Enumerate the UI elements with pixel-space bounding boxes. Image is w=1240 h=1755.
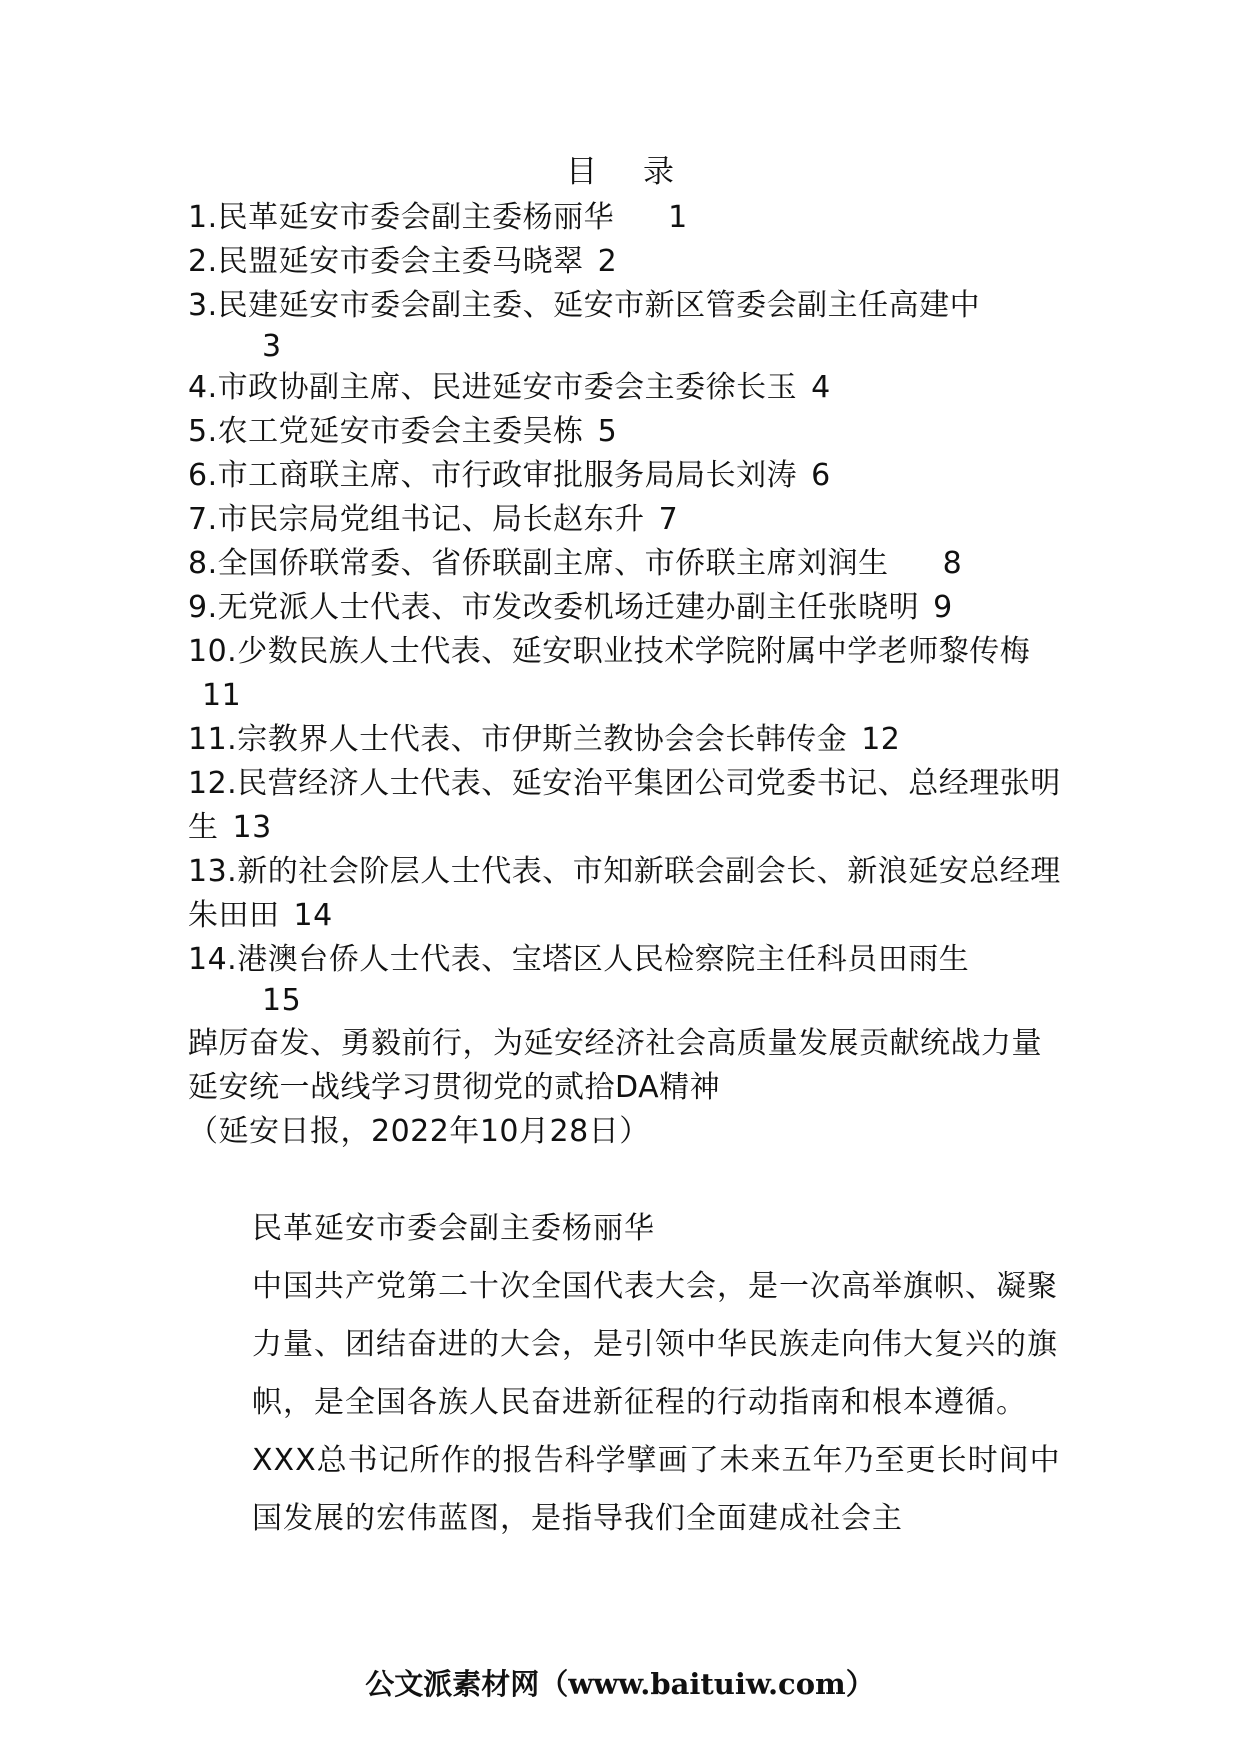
toc-entry[interactable]	[188, 366, 1068, 410]
toc-entry[interactable]	[188, 284, 1068, 366]
toc-entry-page: 9	[933, 590, 953, 625]
toc-entry[interactable]	[188, 938, 1068, 1020]
article-source: （延安日报，2022年10月28日）	[188, 1114, 650, 1149]
toc-entry-text: 7.市民宗局党组书记、局长赵东升	[188, 502, 645, 537]
toc-entry-text: 12.民营经济人士代表、延安治平集团公司党委书记、总经理张明生	[188, 766, 1061, 845]
article-header	[188, 1022, 1068, 1154]
toc-entry-text: 14.港澳台侨人士代表、宝塔区人民检察院主任科员田雨生	[188, 942, 970, 977]
toc-entry-text: 11.宗教界人士代表、市伊斯兰教协会会长韩传金	[188, 722, 848, 757]
toc-entry-text: 4.市政协副主席、民进延安市委会主委徐长玉	[188, 370, 798, 405]
toc-entry-page: 4	[811, 370, 831, 405]
toc-entry-text: 6.市工商联主席、市行政审批服务局局长刘涛	[188, 458, 798, 493]
toc-title	[0, 152, 1240, 192]
table-of-contents	[188, 196, 1068, 1020]
toc-entry[interactable]	[188, 762, 1068, 850]
toc-entry-page: 6	[811, 458, 831, 493]
toc-entry-text: 1.民革延安市委会副主委杨丽华	[188, 200, 615, 235]
toc-entry-text: 13.新的社会阶层人士代表、市知新联会副会长、新浪延安总经理朱田田	[188, 854, 1061, 933]
toc-entry-page: 1	[668, 200, 688, 235]
toc-entry-page: 12	[861, 722, 901, 757]
toc-entry-text: 8.全国侨联常委、省侨联副主席、市侨联主席刘润生	[188, 546, 889, 581]
toc-entry-text: 2.民盟延安市委会主委马晓翠	[188, 244, 584, 279]
article-subheadline: 延安统一战线学习贯彻党的贰拾DA精神	[188, 1070, 721, 1105]
toc-entry[interactable]	[188, 454, 1068, 498]
toc-entry[interactable]	[188, 850, 1068, 938]
toc-entry-page: 8	[942, 546, 963, 581]
toc-entry-text: 10.少数民族人士代表、延安职业技术学院附属中学老师黎传梅	[188, 634, 1031, 669]
toc-entry[interactable]	[188, 196, 1068, 240]
toc-entry-page: 11	[202, 678, 242, 713]
toc-entry-page: 13	[232, 810, 272, 845]
toc-entry-page: 3	[262, 329, 282, 364]
footer-watermark: 公文派素材网（www.baituiw.com）	[365, 1667, 875, 1701]
toc-entry[interactable]	[188, 410, 1068, 454]
toc-entry-page: 15	[262, 983, 302, 1018]
toc-entry-text: 9.无党派人士代表、市发改委机场迁建办副主任张晓明	[188, 590, 920, 625]
toc-entry[interactable]	[188, 240, 1068, 284]
toc-entry-page: 2	[597, 244, 618, 279]
toc-entry-page: 14	[293, 898, 333, 933]
article-speaker: 民革延安市委会副主委杨丽华	[252, 1211, 655, 1246]
toc-entry-text: 5.农工党延安市委会主委吴栋	[188, 414, 584, 449]
article-paragraph: 中国共产党第二十次全国代表大会，是一次高举旗帜、凝聚力量、团结奋进的大会，是引领中华民族走向伟大复兴的旗帜，是全国各族人民奋进新征程的行动指南和根本遵循。XXX总书记所作的报告科学擘画了未来五年乃至更长时间中国发展的宏伟蓝图，是指导我们全面建成社会主	[252, 1269, 1061, 1536]
toc-entry-text: 3.民建延安市委会副主委、延安市新区管委会副主任高建中	[188, 288, 981, 323]
toc-entry[interactable]	[188, 586, 1068, 630]
toc-title-char-1: 目	[566, 154, 597, 190]
toc-entry[interactable]	[188, 718, 1068, 762]
article-body	[188, 1200, 1068, 1548]
toc-entry-page: 5	[597, 414, 618, 449]
toc-entry[interactable]	[188, 542, 1068, 586]
toc-entry-page: 7	[658, 502, 679, 537]
toc-entry[interactable]	[188, 498, 1068, 542]
toc-entry[interactable]	[188, 630, 1068, 718]
toc-title-char-2: 录	[643, 154, 674, 190]
article-headline: 踔厉奋发、勇毅前行，为延安经济社会高质量发展贡献统战力量	[188, 1026, 1042, 1061]
